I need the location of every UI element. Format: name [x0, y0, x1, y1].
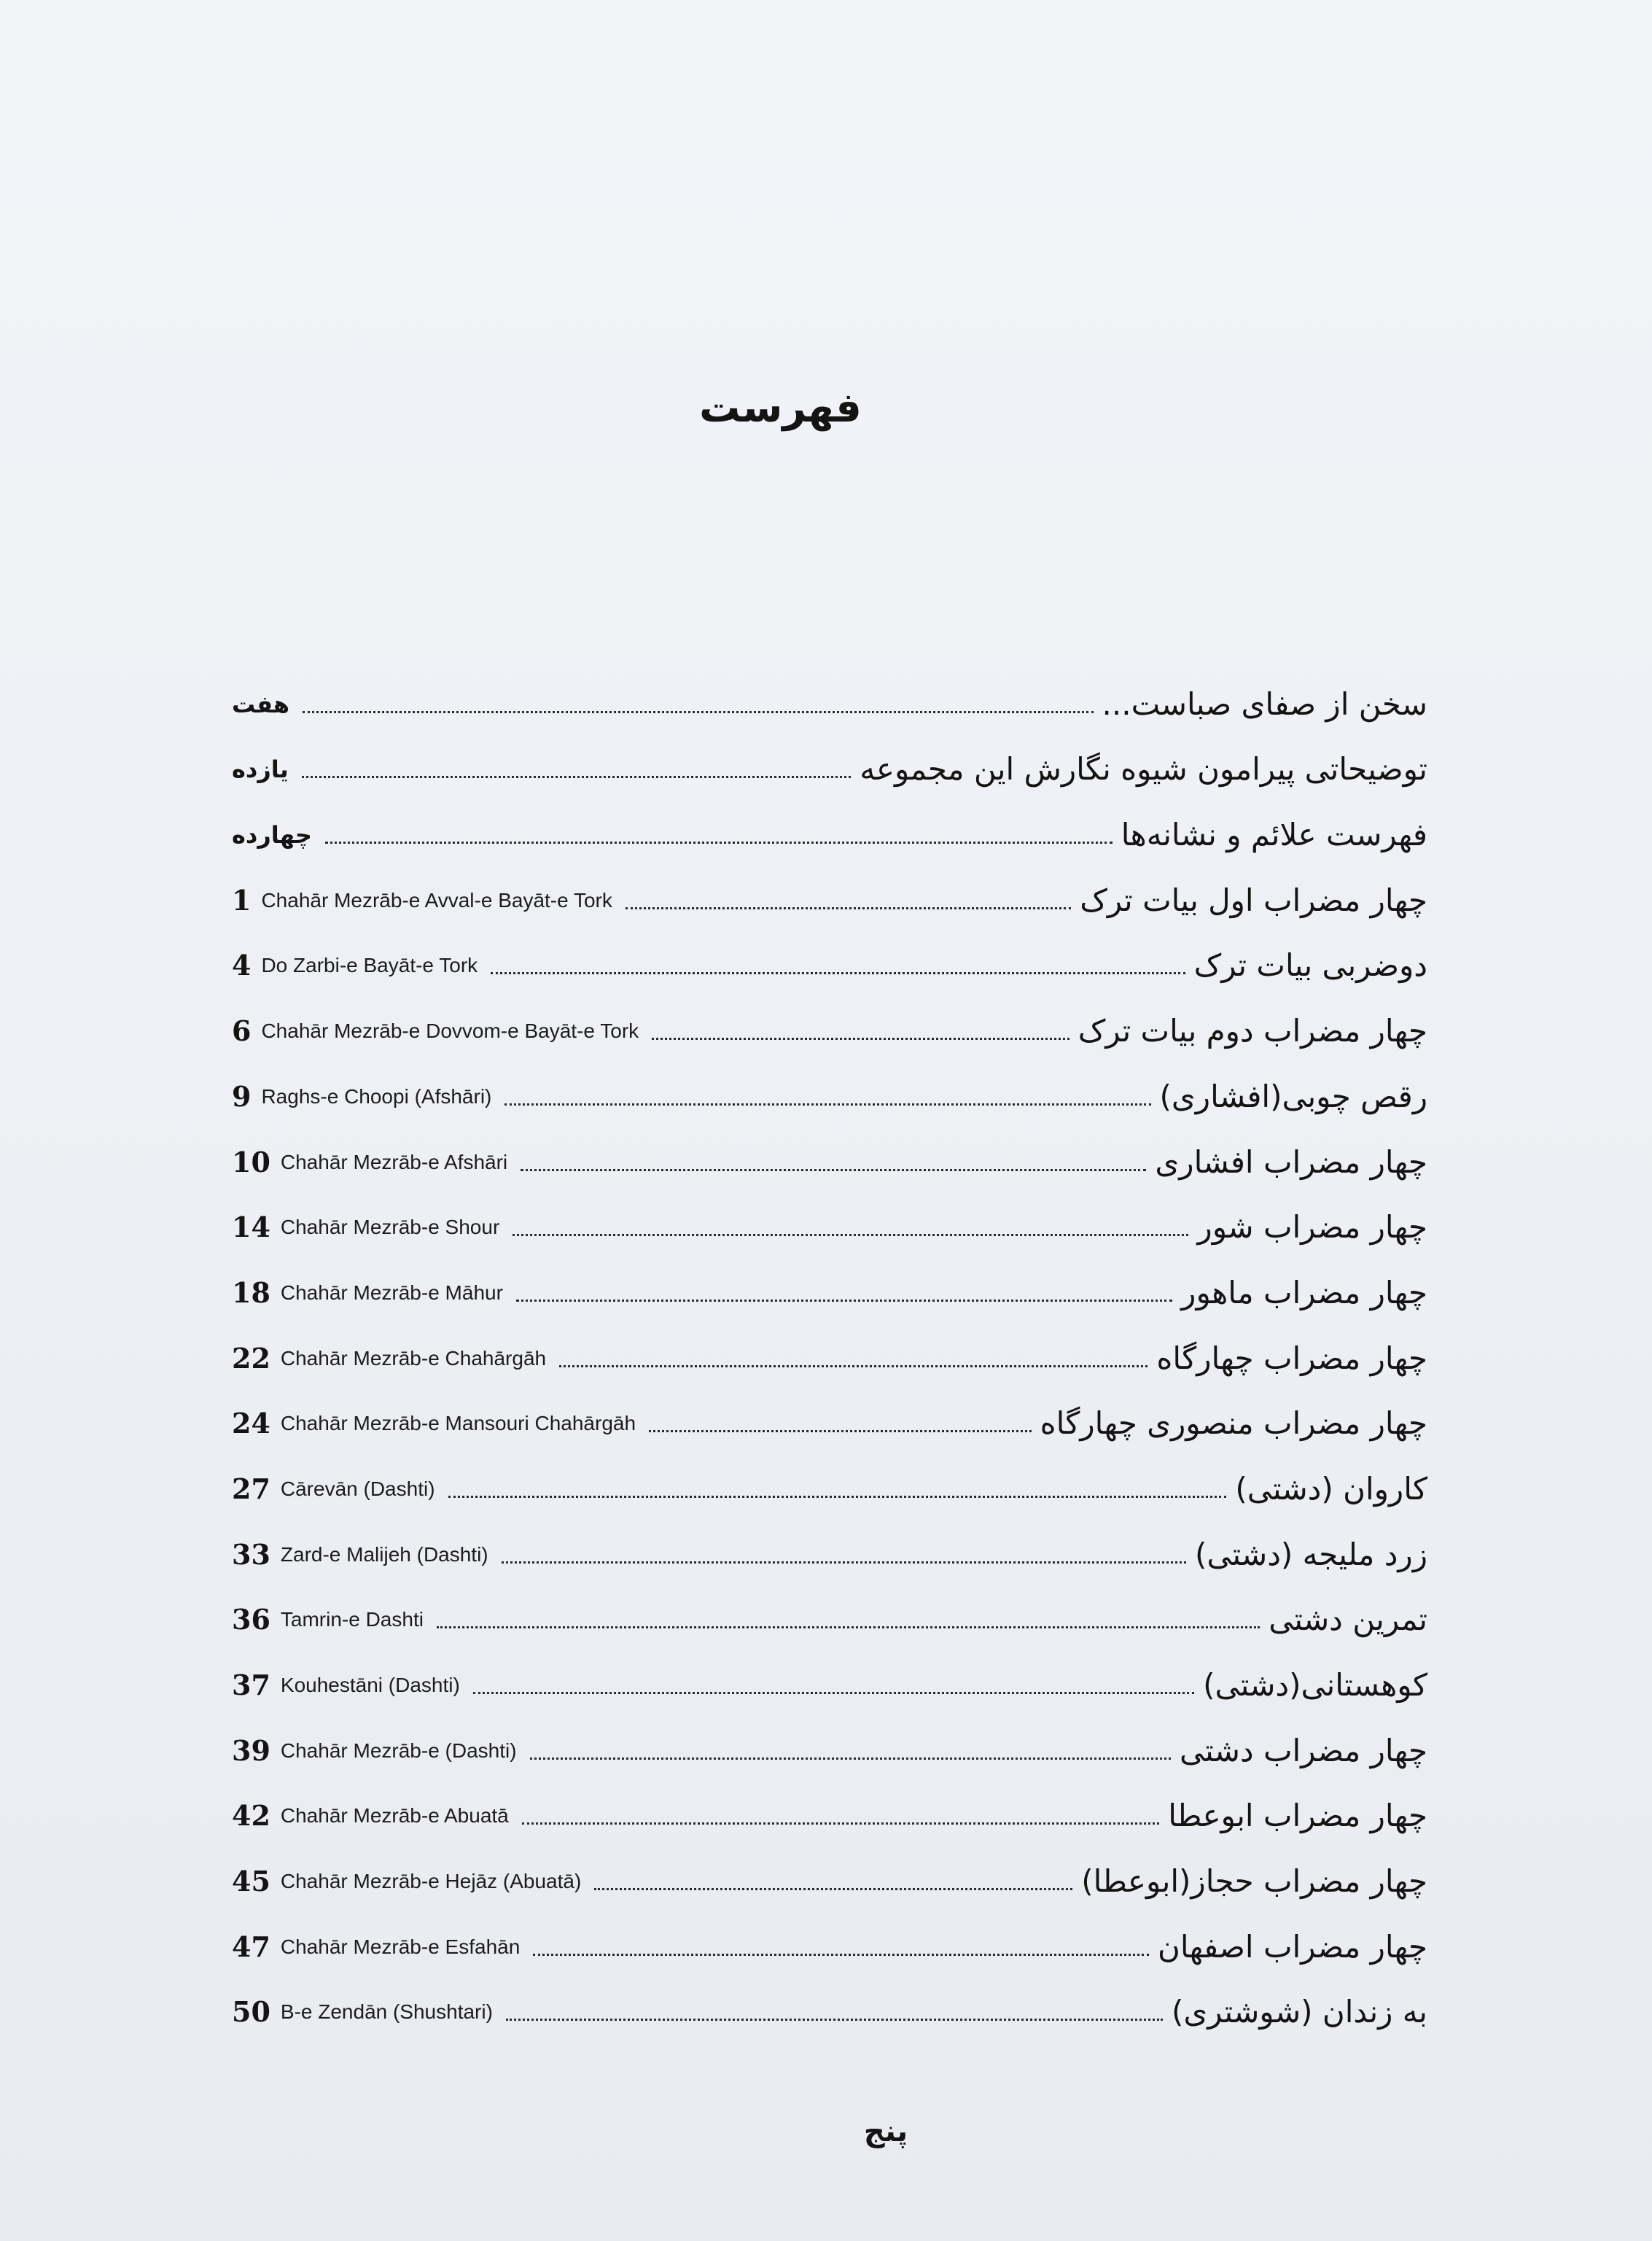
toc-latin-title: Chahār Mezrāb-e Avval-e Bayāt-e Tork — [261, 888, 612, 912]
toc-entry — [232, 1972, 1427, 2038]
toc-persian-title: به زندان (شوشتری) — [1171, 1994, 1427, 2030]
toc-persian-title: رقص چوبی(افشاری) — [1159, 1078, 1427, 1114]
toc-page-number: 47 — [232, 1930, 270, 1963]
dot-leader — [530, 1758, 1171, 1760]
toc-page-number: 33 — [232, 1537, 270, 1571]
toc-persian-title: زرد ملیجه (دشتی) — [1194, 1536, 1427, 1572]
toc-persian-title: چهار مضراب چهارگاه — [1156, 1340, 1427, 1376]
toc-latin-title: Chahār Mezrāb-e Dovvom-e Bayāt-e Tork — [261, 1019, 639, 1043]
toc-page-number: 1 — [232, 883, 252, 917]
dot-leader — [652, 1038, 1069, 1040]
dot-leader — [533, 1954, 1149, 1956]
toc-page-number: 4 — [232, 949, 252, 982]
toc-entry — [232, 1252, 1427, 1318]
dot-leader — [522, 1822, 1159, 1825]
toc-latin-title: Tamrin-e Dashti — [280, 1608, 424, 1631]
dot-leader — [491, 972, 1185, 974]
toc-latin-title: Chahār Mezrāb-e Afshāri — [280, 1150, 508, 1173]
toc-persian-title: چهار مضراب اصفهان — [1158, 1928, 1427, 1965]
dot-leader — [437, 1626, 1260, 1628]
dot-leader — [649, 1430, 1032, 1432]
dot-leader — [521, 1169, 1146, 1171]
toc-entry — [232, 1580, 1427, 1645]
toc-entry — [232, 860, 1427, 925]
toc-persian-title: چهار مضراب ماهور — [1181, 1274, 1427, 1310]
toc-page-number: 22 — [232, 1341, 270, 1375]
toc-latin-title: Chahār Mezrāb-e (Dashti) — [280, 1739, 517, 1762]
toc-persian-title: سخن از صفای صباست... — [1102, 685, 1427, 722]
dot-leader — [448, 1496, 1227, 1498]
toc-page-number: 14 — [232, 1211, 270, 1244]
dot-leader — [473, 1692, 1194, 1694]
toc-page-number: 27 — [232, 1472, 270, 1505]
page-title: فهرست — [699, 384, 862, 432]
toc-entry — [232, 990, 1427, 1056]
dot-leader — [504, 1103, 1150, 1106]
toc-persian-title: چهار مضراب دشتی — [1180, 1732, 1427, 1768]
toc-persian-title: تمرین دشتی — [1269, 1601, 1427, 1638]
dot-leader — [513, 1234, 1188, 1236]
toc-page-number: 50 — [232, 1995, 270, 2029]
page-number-footer: پنج — [863, 2115, 908, 2148]
toc-latin-title: Chahār Mezrāb-e Esfahān — [280, 1935, 521, 1958]
toc-page-number: 42 — [232, 1799, 270, 1833]
toc-entry — [232, 1318, 1427, 1383]
toc-latin-title: Do Zarbi-e Bayāt-e Tork — [261, 954, 478, 977]
toc-entry — [232, 729, 1427, 795]
toc-persian-title: کاروان (دشتی) — [1235, 1470, 1427, 1507]
toc-entry — [232, 664, 1427, 729]
toc-entry — [232, 1710, 1427, 1776]
toc-persian-title: کوهستانی(دشتی) — [1203, 1667, 1427, 1703]
toc-page-number: یازده — [232, 756, 289, 784]
dot-leader — [325, 842, 1113, 844]
toc-entry — [232, 794, 1427, 860]
toc-page-number: 18 — [232, 1275, 270, 1309]
toc-persian-title: چهار مضراب شور — [1197, 1209, 1427, 1246]
toc-persian-title: توضیحاتی پیرامون شیوه نگارش این مجموعه — [860, 751, 1427, 788]
toc-latin-title: Raghs-e Choopi (Afshāri) — [261, 1084, 492, 1108]
dot-leader — [559, 1365, 1148, 1367]
toc-latin-title: Zard-e Malijeh (Dashti) — [280, 1542, 488, 1566]
dot-leader — [516, 1300, 1172, 1302]
toc-persian-title: چهار مضراب ابوعطا — [1168, 1798, 1427, 1834]
toc-persian-title: فهرست علائم و نشانه‌ها — [1121, 817, 1427, 853]
toc-latin-title: B-e Zendān (Shushtari) — [280, 2000, 493, 2024]
dot-leader — [626, 907, 1071, 909]
toc-latin-title: Chahār Mezrāb-e Māhur — [280, 1281, 503, 1304]
dot-leader — [302, 776, 852, 778]
toc-entry — [232, 1122, 1427, 1187]
dot-leader — [303, 711, 1093, 713]
toc-latin-title: Kouhestāni (Dashti) — [280, 1674, 460, 1696]
toc-persian-title: چهار مضراب منصوری چهارگاه — [1040, 1405, 1427, 1442]
toc-latin-title: Chahār Mezrāb-e Hejāz (Abuatā) — [280, 1870, 582, 1893]
toc-entry — [232, 1776, 1427, 1841]
toc-page-number: 10 — [232, 1145, 270, 1178]
toc-entry — [232, 925, 1427, 991]
dot-leader — [502, 1561, 1186, 1564]
toc-page-number: 45 — [232, 1865, 270, 1898]
toc-persian-title: دوضربی بیات ترک — [1193, 947, 1427, 984]
toc-entry — [232, 1841, 1427, 1906]
toc-persian-title: چهار مضراب دوم بیات ترک — [1078, 1013, 1427, 1049]
toc-page-number: 37 — [232, 1669, 270, 1701]
table-of-contents — [232, 664, 1427, 2037]
toc-entry — [232, 1644, 1427, 1710]
toc-page-number: 36 — [232, 1603, 270, 1636]
toc-persian-title: چهار مضراب حجاز(ابوعطا) — [1081, 1863, 1427, 1900]
toc-persian-title: چهار مضراب اول بیات ترک — [1080, 882, 1427, 918]
toc-entry — [232, 1514, 1427, 1580]
toc-page-number: چهارده — [232, 821, 312, 850]
toc-latin-title: Chahār Mezrāb-e Chahārgāh — [280, 1346, 547, 1370]
toc-page-number: 39 — [232, 1733, 270, 1767]
toc-entry — [232, 1383, 1427, 1449]
toc-entry — [232, 1187, 1427, 1253]
dot-leader — [594, 1888, 1072, 1890]
toc-entry — [232, 1448, 1427, 1514]
toc-page-number: 6 — [232, 1014, 252, 1048]
toc-page-number: هفت — [232, 690, 290, 718]
toc-persian-title: چهار مضراب افشاری — [1155, 1143, 1427, 1180]
toc-latin-title: Chahār Mezrāb-e Abuatā — [280, 1804, 509, 1828]
toc-latin-title: Cārevān (Dashti) — [280, 1477, 435, 1500]
toc-entry — [232, 1906, 1427, 1972]
toc-latin-title: Chahār Mezrāb-e Mansouri Chahārgāh — [280, 1412, 636, 1435]
toc-page-number: 24 — [232, 1407, 270, 1440]
dot-leader — [506, 2019, 1163, 2021]
toc-entry — [232, 1056, 1427, 1122]
toc-latin-title: Chahār Mezrāb-e Shour — [280, 1216, 500, 1239]
toc-page-number: 9 — [232, 1079, 252, 1113]
